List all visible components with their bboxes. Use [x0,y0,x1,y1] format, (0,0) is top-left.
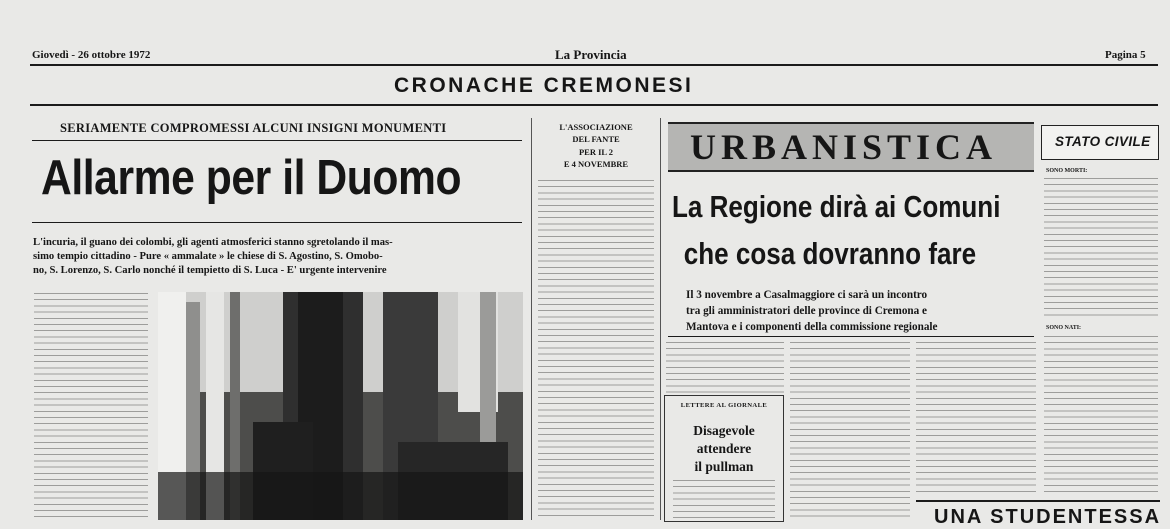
born-list [1044,336,1158,492]
subhead-line: Il 3 novembre a Casalmaggiore ci sarà un incontro [686,289,928,301]
subhead-line: tra gli amministratori delle province di Cremona e [686,305,928,317]
born-label: SONO NATI: [1046,325,1082,331]
kicker-rule [32,140,522,141]
urban-body-col2 [790,342,910,520]
brief-body-text [538,180,654,520]
lead-headline: Allarme per il Duomo [41,151,462,205]
summary-line: L'incuria, il guano dei colombi, gli agenti atmosferici stanno sgretolando il mas- [33,237,393,248]
died-list [1044,178,1158,318]
letters-header: LETTERE AL GIORNALE [680,402,768,409]
letters-title [665,422,783,476]
urban-headline-line: che cosa dovranno fare [683,236,977,271]
brief-headline [540,121,652,170]
column-rule [531,118,532,520]
section-title: CRONACHE CREMONESI [394,74,694,97]
urban-rule [668,336,1034,337]
letters-title-line: Disagevole [693,423,755,438]
page-number: Pagina 5 [1105,49,1146,61]
urban-banner [668,122,1034,172]
letters-body-text [673,480,775,518]
lead-kicker: SERIAMENTE COMPROMESSI ALCUNI INSIGNI MONUMENTI [60,121,447,135]
urban-headline [672,183,1000,277]
urban-subhead [686,287,1021,335]
duomo-photo [158,292,523,520]
stato-civile-title: STATO CIVILE [1055,134,1151,149]
lead-summary [33,236,529,278]
bottom-headline: UNA STUDENTESSA [934,506,1162,528]
summary-line: no, S. Lorenzo, S. Carlo nonché il tempietto di S. Luca - E' urgente intervenire [33,265,387,276]
masthead-rule [30,64,1158,66]
letters-title-line: il pullman [694,459,754,474]
stato-civile-header [1041,125,1159,160]
letters-box [664,395,784,522]
brief-line: L'ASSOCIAZIONE [559,122,633,132]
urban-headline-line: La Regione dirà ai Comuni [672,189,1001,224]
subhead-line: Mantova e i componenti della commissione regionale [686,321,938,333]
section-rule [30,104,1158,106]
photo-scene [158,292,523,520]
brief-line: PER IL 2 [578,146,613,157]
lead-body-text [34,293,148,520]
urban-body-col3 [916,342,1036,497]
urban-banner-label: URBANISTICA [690,127,998,167]
brief-line: DEL FANTE [572,134,620,145]
brief-line: E 4 NOVEMBRE [563,158,629,169]
newspaper-name: La Provincia [555,47,627,62]
bottom-rule [916,500,1160,502]
issue-date: Giovedì - 26 ottobre 1972 [32,49,151,61]
letters-title-line: attendere [696,441,752,456]
headline-rule [32,222,522,223]
died-label: SONO MORTI: [1046,168,1088,174]
column-rule [660,118,661,520]
summary-line: simo tempio cittadino - Pure « ammalate » le chiese di S. Agostino, S. Omobo- [33,251,383,262]
